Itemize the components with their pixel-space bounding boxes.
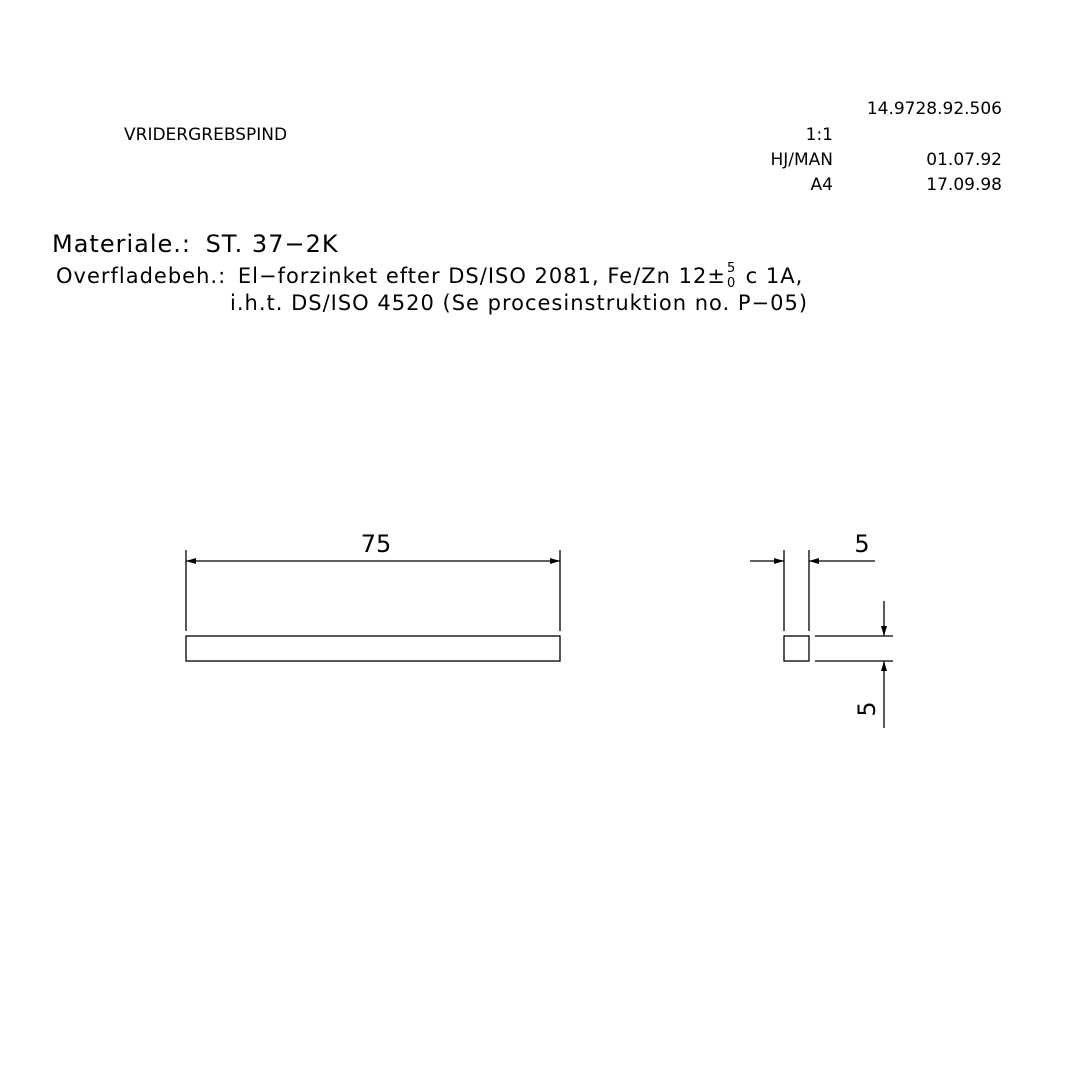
surface-line1-tail: c 1A, (737, 264, 804, 288)
part-name: VRIDERGREBSPIND (124, 125, 288, 145)
side-width-dimension: 5 (854, 530, 870, 558)
front-length-dimension: 75 (360, 530, 392, 558)
side-view-outline (784, 636, 809, 661)
surface-line1-main: El−forzinket efter DS/ISO 2081, Fe/Zn 12± (237, 264, 726, 288)
tolerance-lower: 0 (726, 276, 736, 291)
date-revised: 17.09.98 (926, 175, 1002, 195)
side-height-dimension: 5 (853, 701, 881, 717)
tolerance-upper: 5 (726, 261, 736, 276)
material-label: Materiale.: (52, 230, 191, 258)
date-drawn: 01.07.92 (926, 150, 1002, 170)
material-value: ST. 37−2K (205, 230, 339, 258)
surface-label: Overfladebeh.: (56, 264, 227, 288)
side-view (750, 550, 893, 728)
surface-line2: i.h.t. DS/ISO 4520 (Se procesinstruktion no. P−05) (230, 291, 809, 315)
drawn-by: HJ/MAN (770, 150, 833, 170)
paper-size: A4 (810, 175, 833, 195)
scale: 1:1 (805, 125, 833, 145)
front-view-outline (186, 636, 560, 661)
front-view (186, 550, 560, 661)
drawing-number: 14.9728.92.506 (866, 99, 1002, 119)
